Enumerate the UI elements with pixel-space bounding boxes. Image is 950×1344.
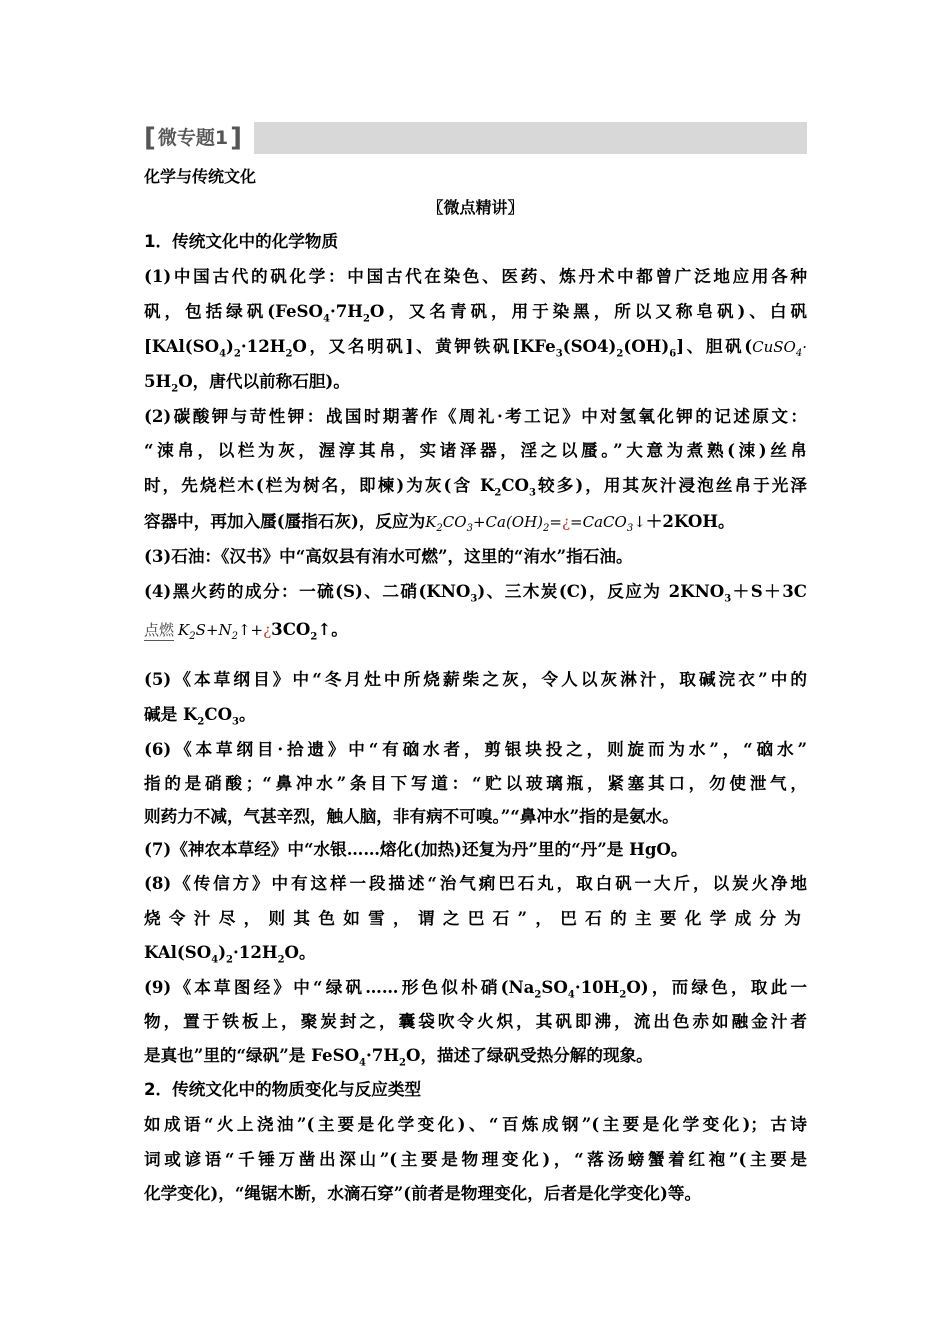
section-1-title: 1．传统文化中的化学物质 (144, 232, 339, 251)
reaction-condition-ignite: 点燃 (144, 621, 175, 639)
bracket-right: ] (230, 123, 243, 153)
para-5-line-2: 碱是 $K_2CO_3$。 (144, 704, 256, 728)
para-5-line-1: (5)《本草纲目》中“冬月灶中所烧薪柴之灰，令人以灰淋汁，取碱浣衣”中的 (144, 669, 807, 689)
para-2-line-1: (2)碳酸钾与苛性钾：战国时期著作《周礼·考工记》中对氢氧化钾的记述原文： (144, 406, 807, 426)
para-2-line-2: “涑帛，以栏为灰，渥淳其帛，实诸泽器，淫之以蜃。”大意为煮熟(涑)丝帛 (144, 440, 807, 460)
section-heading: 〖微点精讲〗 (427, 198, 524, 217)
para-4-line-1: (4)黑火药的成分：一硫(S)、二硝$(KNO_3)$、三木炭(C)，反应为 $2KNO_3+S+3C$ (144, 581, 807, 605)
para-2-line-4: 容器中，再加入蜃(蜃指石灰)，反应为$K_2CO_3+Ca(OH)_2=¿=CaCO_3↓+2KOH$。 (144, 511, 735, 534)
k2co3-equation: $K_2CO_3+Ca(OH)_2=¿=CaCO_3↓$ (425, 513, 646, 534)
topic-tag (144, 122, 254, 154)
bracket-left: [ (144, 123, 156, 153)
section-2-line-2: 词或谚语“千锤万凿出深山”(主要是物理变化)，“落汤螃蟹着红袍”(主要是 (144, 1149, 807, 1169)
para-1-line-2: 矾，包括绿矾($FeSO_4\cdot 7H_2O$，又名青矾，用于染黑，所以又称皂矾)、白矾 (144, 301, 807, 325)
section-2-line-3: 化学变化)，“绳锯木断，水滴石穿”(前者是物理变化，后者是化学变化)等。 (144, 1183, 702, 1203)
para-3: (3)石油：《汉书》中“高奴县有洧水可燃”，这里的“洧水”指石油。 (144, 546, 633, 566)
para-2-line-3: 时，先烧栏木(栏为树名，即楝)为灰(含 $K_2CO_3$较多)，用其灰汁浸泡丝帛于光泽 (144, 475, 807, 499)
para-1-line-3: [$KAl(SO_4)_2\cdot 12H_2O$，又名明矾]、黄钾铁矾$[KFe_3(SO4)_2(OH)_6]$、胆矾(CuSO$_4$· (144, 336, 808, 360)
para-8-line-3: $KAl(SO_4)_2\cdot 12H_2O$。 (144, 942, 316, 966)
topic-banner (144, 122, 807, 154)
para-9-line-3: 是真也”里的“绿矾”是 $FeSO_4\cdot 7H_2O$，描述了绿矾受热分解的现象。 (144, 1045, 653, 1069)
para-8-line-2: 烧令汁尽，则其色如雪，谓之巴石”，巴石的主要化学成分为 (144, 908, 807, 928)
para-4-line-2: 点燃 $K_2S+N_2↑+¿3CO_2↑$。 (144, 619, 348, 643)
para-1-line-4: $5H_2O$，唐代以前称石胆)。 (144, 371, 350, 395)
cuso4-formula: CuSO$_4$· (752, 338, 808, 359)
para-9-line-2: 物，置于铁板上，聚炭封之，囊袋吹令火炽，其矾即沸，流出色赤如融金汁者 (144, 1011, 807, 1031)
section-2-line-1: 如成语“火上浇油”(主要是化学变化)、“百炼成钢”(主要是化学变化)；古诗 (144, 1114, 807, 1134)
para-6-line-1: (6)《本草纲目·拾遗》中“有硇水者，剪银块投之，则旋而为水”，“硇水” (144, 739, 807, 759)
para-9-line-1: (9)《本草图经》中“绿矾……形色似朴硝$(Na_2SO_4\cdot 10H_2O)$，而绿色，取此一 (144, 977, 807, 1001)
para-1-line-1: (1)中国古代的矾化学：中国古代在染色、医药、炼丹术中都曾广泛地应用各种 (144, 266, 807, 286)
topic-label: 微专题1 (157, 127, 229, 149)
para-7: (7)《神农本草经》中“水银……熔化(加热)还复为丹”里的“丹”是 HgO。 (144, 839, 688, 859)
topic-subtitle: 化学与传统文化 (144, 167, 257, 186)
para-6-line-3: 则药力不减，气甚辛烈，触人脑，非有病不可嗅。”“鼻冲水”指的是氨水。 (144, 806, 679, 826)
black-powder-equation: $K_2S+N_2↑+¿$ (178, 621, 272, 642)
para-8-line-1: (8)《传信方》中有这样一段描述“治气痢巴石丸，取白矾一大斤，以炭火净地 (144, 873, 807, 893)
para-6-line-2: 指的是硝酸；“鼻冲水”条目下写道：“贮以玻璃瓶，紧塞其口，勿使泄气， (144, 773, 807, 793)
section-2-title: 2．传统文化中的物质变化与反应类型 (144, 1080, 422, 1099)
